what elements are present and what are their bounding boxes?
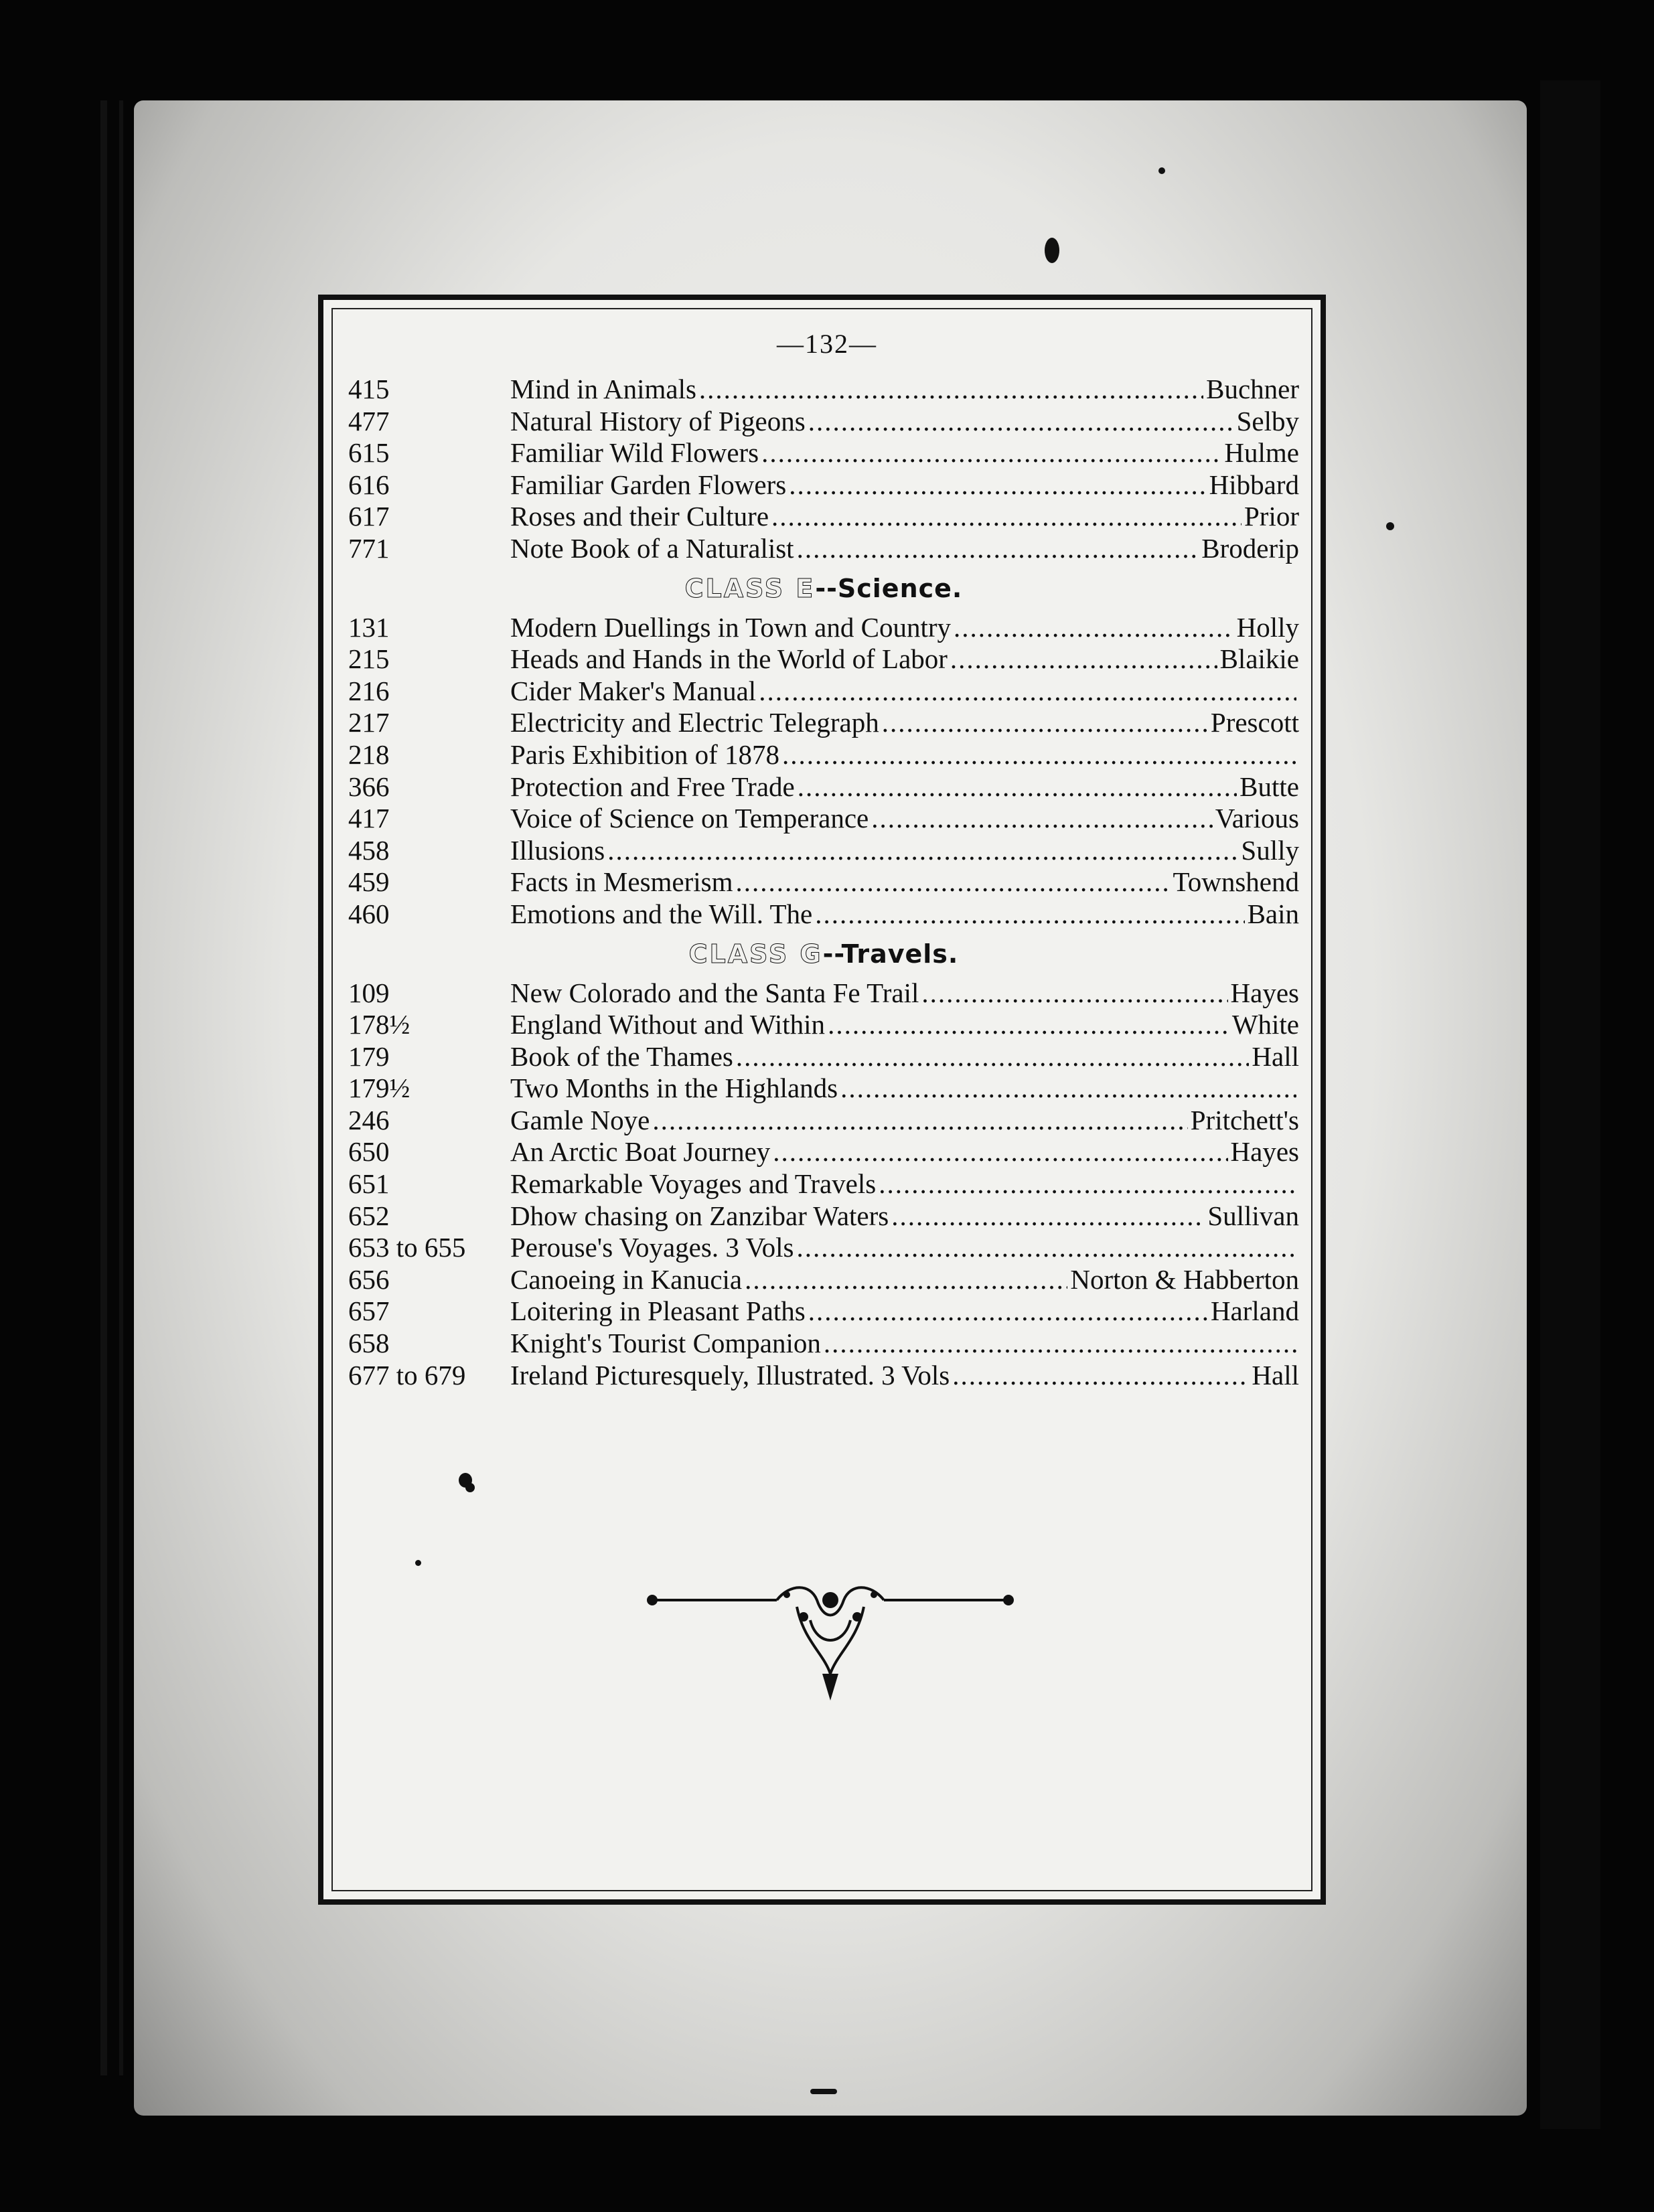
entry-title: Mind in Animals bbox=[510, 374, 696, 404]
entry-number: 417 bbox=[348, 803, 390, 834]
section-class-label: CLASS E bbox=[684, 573, 816, 603]
leader-dots bbox=[871, 803, 1213, 835]
leader-dots bbox=[879, 1168, 1296, 1200]
entry-title: Modern Duellings in Town and Country bbox=[510, 611, 952, 643]
catalog-entry bbox=[348, 1328, 1299, 1360]
catalog-entry bbox=[348, 533, 1299, 565]
entry-number: 109 bbox=[348, 977, 390, 1008]
leader-dots bbox=[699, 374, 1203, 406]
entry-number: 658 bbox=[348, 1328, 390, 1359]
catalog-entry bbox=[348, 406, 1299, 438]
entry-title: Two Months in the Highlands bbox=[510, 1073, 838, 1104]
entry-title: Gamle Noye bbox=[510, 1104, 650, 1135]
entry-author: Hayes bbox=[1230, 1136, 1299, 1168]
entry-title: Electricity and Electric Telegraph bbox=[510, 707, 879, 738]
section-subject: --Science. bbox=[815, 573, 963, 603]
entry-author: Bain bbox=[1247, 898, 1299, 929]
leader-dots bbox=[952, 1360, 1249, 1392]
entry-author: Harland bbox=[1210, 1295, 1299, 1327]
leader-dots bbox=[891, 1200, 1205, 1233]
leader-dots bbox=[652, 1105, 1187, 1137]
entry-number: 218 bbox=[348, 738, 390, 770]
catalog-entry bbox=[348, 898, 1299, 931]
leader-dots bbox=[954, 612, 1234, 644]
leader-dots bbox=[782, 739, 1296, 771]
leader-dots bbox=[950, 643, 1217, 676]
catalog-entry bbox=[348, 866, 1299, 898]
catalog-entry bbox=[348, 643, 1299, 676]
scan-speck bbox=[1158, 167, 1165, 174]
entry-author: Pritchett's bbox=[1190, 1104, 1299, 1135]
entry-title: Illusions bbox=[510, 834, 605, 866]
scan-speck bbox=[810, 2089, 837, 2094]
entry-title: Voice of Science on Temperance bbox=[510, 803, 869, 834]
entry-number: 460 bbox=[348, 898, 390, 929]
leader-dots bbox=[607, 835, 1238, 867]
entry-title: Familiar Wild Flowers bbox=[510, 437, 759, 469]
scan-speck bbox=[1045, 238, 1059, 263]
catalog-entry bbox=[348, 1264, 1299, 1296]
entry-number: 459 bbox=[348, 866, 390, 898]
section-heading bbox=[348, 931, 1299, 977]
entry-author: Blaikie bbox=[1219, 643, 1299, 675]
catalog-entry bbox=[348, 739, 1299, 771]
catalog-entry bbox=[348, 437, 1299, 469]
entry-number: 652 bbox=[348, 1200, 390, 1231]
catalog-entry bbox=[348, 374, 1299, 406]
entry-number: 415 bbox=[348, 374, 390, 404]
leader-dots bbox=[808, 1295, 1208, 1328]
entry-title: Natural History of Pigeons bbox=[510, 405, 806, 437]
entry-title: An Arctic Boat Journey bbox=[510, 1136, 771, 1168]
catalog-entry bbox=[348, 977, 1299, 1010]
leader-dots bbox=[789, 469, 1206, 501]
entry-number: 458 bbox=[348, 834, 390, 866]
catalog-entry bbox=[348, 771, 1299, 803]
catalog-entry bbox=[348, 707, 1299, 739]
catalog-entry bbox=[348, 501, 1299, 533]
entry-title: Cider Maker's Manual bbox=[510, 675, 757, 706]
entry-number: 366 bbox=[348, 771, 390, 802]
leader-dots bbox=[882, 707, 1208, 739]
decorative-ornament-icon bbox=[643, 1580, 1018, 1707]
entry-title: Emotions and the Will. The bbox=[510, 898, 813, 929]
scan-speck bbox=[415, 1560, 421, 1566]
leader-dots bbox=[797, 533, 1199, 565]
leader-dots bbox=[840, 1073, 1296, 1105]
leader-dots bbox=[745, 1264, 1067, 1296]
entry-author: Hibbard bbox=[1209, 469, 1299, 500]
leader-dots bbox=[736, 1041, 1250, 1073]
entry-number: 651 bbox=[348, 1168, 390, 1200]
entry-number: 215 bbox=[348, 643, 390, 675]
entry-number: 216 bbox=[348, 675, 390, 706]
entry-number: 617 bbox=[348, 501, 390, 532]
entry-title: Note Book of a Naturalist bbox=[510, 532, 794, 564]
entry-number: 477 bbox=[348, 405, 390, 437]
scan-edge-shadow bbox=[1540, 80, 1600, 2129]
entry-title: Facts in Mesmerism bbox=[510, 866, 733, 898]
section-class-label: CLASS G bbox=[688, 939, 823, 969]
entry-author: Holly bbox=[1236, 611, 1299, 643]
entry-title: Canoeing in Kanucia bbox=[510, 1263, 743, 1295]
entry-author: Prior bbox=[1244, 501, 1299, 532]
leader-dots bbox=[771, 501, 1242, 533]
section-heading bbox=[348, 565, 1299, 612]
entry-title: Loitering in Pleasant Paths bbox=[510, 1295, 806, 1327]
leader-dots bbox=[798, 771, 1237, 803]
entry-title: Knight's Tourist Companion bbox=[510, 1328, 821, 1359]
entry-title: Paris Exhibition of 1878 bbox=[510, 738, 780, 770]
leader-dots bbox=[761, 437, 1221, 469]
entry-title: England Without and Within bbox=[510, 1009, 826, 1040]
catalog-entry bbox=[348, 1136, 1299, 1168]
entry-title: Roses and their Culture bbox=[510, 501, 769, 532]
leader-dots bbox=[759, 676, 1296, 708]
scan-speck bbox=[1386, 522, 1394, 530]
entry-number: 653 to 655 bbox=[348, 1232, 466, 1263]
entry-author: Butte bbox=[1239, 771, 1299, 802]
entry-number: 178½ bbox=[348, 1009, 410, 1040]
scan-edge-shadow bbox=[119, 100, 123, 2075]
catalog-entry bbox=[348, 835, 1299, 867]
catalog-entry bbox=[348, 1360, 1299, 1392]
entry-author: Hall bbox=[1252, 1359, 1299, 1391]
entry-number: 179 bbox=[348, 1040, 390, 1072]
catalog-entry bbox=[348, 1105, 1299, 1137]
leader-dots bbox=[808, 406, 1234, 438]
catalog-entry bbox=[348, 469, 1299, 501]
entry-number: 217 bbox=[348, 707, 390, 738]
catalog-entry bbox=[348, 803, 1299, 835]
entry-number: 131 bbox=[348, 611, 390, 643]
entry-author: White bbox=[1231, 1009, 1299, 1040]
section-subject: --Travels. bbox=[822, 939, 959, 969]
entry-author: Prescott bbox=[1210, 707, 1299, 738]
leader-dots bbox=[921, 977, 1227, 1010]
leader-dots bbox=[797, 1232, 1296, 1264]
page-number: —132— bbox=[777, 329, 877, 359]
entry-number: 656 bbox=[348, 1263, 390, 1295]
entry-title: New Colorado and the Santa Fe Trail bbox=[510, 977, 919, 1008]
entry-author: Norton & Habberton bbox=[1070, 1263, 1299, 1295]
entry-author: Hall bbox=[1252, 1040, 1299, 1072]
catalog-list bbox=[348, 374, 1299, 1391]
leader-dots bbox=[736, 866, 1171, 898]
catalog-entry bbox=[348, 676, 1299, 708]
entry-author: Townshend bbox=[1173, 866, 1299, 898]
leader-dots bbox=[828, 1009, 1229, 1041]
entry-number: 246 bbox=[348, 1104, 390, 1135]
catalog-entry bbox=[348, 612, 1299, 644]
scan-edge-shadow bbox=[100, 100, 107, 2075]
catalog-entry bbox=[348, 1200, 1299, 1233]
entry-author: Various bbox=[1215, 803, 1299, 834]
entry-author: Hulme bbox=[1224, 437, 1299, 469]
leader-dots bbox=[815, 898, 1244, 931]
entry-author: Hayes bbox=[1230, 977, 1299, 1008]
entry-title: Dhow chasing on Zanzibar Waters bbox=[510, 1200, 889, 1231]
entry-number: 615 bbox=[348, 437, 390, 469]
entry-title: Perouse's Voyages. 3 Vols bbox=[510, 1232, 794, 1263]
entry-title: Remarkable Voyages and Travels bbox=[510, 1168, 877, 1200]
catalog-entry bbox=[348, 1009, 1299, 1041]
entry-number: 616 bbox=[348, 469, 390, 500]
catalog-entry bbox=[348, 1041, 1299, 1073]
entry-title: Ireland Picturesquely, Illustrated. 3 Vols bbox=[510, 1359, 950, 1391]
entry-author: Selby bbox=[1236, 405, 1299, 437]
entry-author: Sully bbox=[1241, 834, 1299, 866]
catalog-entry bbox=[348, 1232, 1299, 1264]
catalog-entry bbox=[348, 1073, 1299, 1105]
entry-title: Protection and Free Trade bbox=[510, 771, 795, 802]
entry-title: Heads and Hands in the World of Labor bbox=[510, 643, 948, 675]
catalog-entry bbox=[348, 1295, 1299, 1328]
entry-number: 179½ bbox=[348, 1073, 410, 1104]
entry-author: Broderip bbox=[1201, 532, 1299, 564]
entry-title: Familiar Garden Flowers bbox=[510, 469, 787, 500]
entry-number: 771 bbox=[348, 532, 390, 564]
leader-dots bbox=[824, 1328, 1296, 1360]
entry-author: Buchner bbox=[1206, 374, 1299, 404]
entry-number: 650 bbox=[348, 1136, 390, 1168]
entry-number: 677 to 679 bbox=[348, 1359, 466, 1391]
entry-title: Book of the Thames bbox=[510, 1040, 733, 1072]
entry-number: 657 bbox=[348, 1295, 390, 1327]
catalog-entry bbox=[348, 1168, 1299, 1200]
scan-speck bbox=[465, 1483, 475, 1492]
leader-dots bbox=[773, 1136, 1227, 1168]
entry-author: Sullivan bbox=[1207, 1200, 1299, 1231]
